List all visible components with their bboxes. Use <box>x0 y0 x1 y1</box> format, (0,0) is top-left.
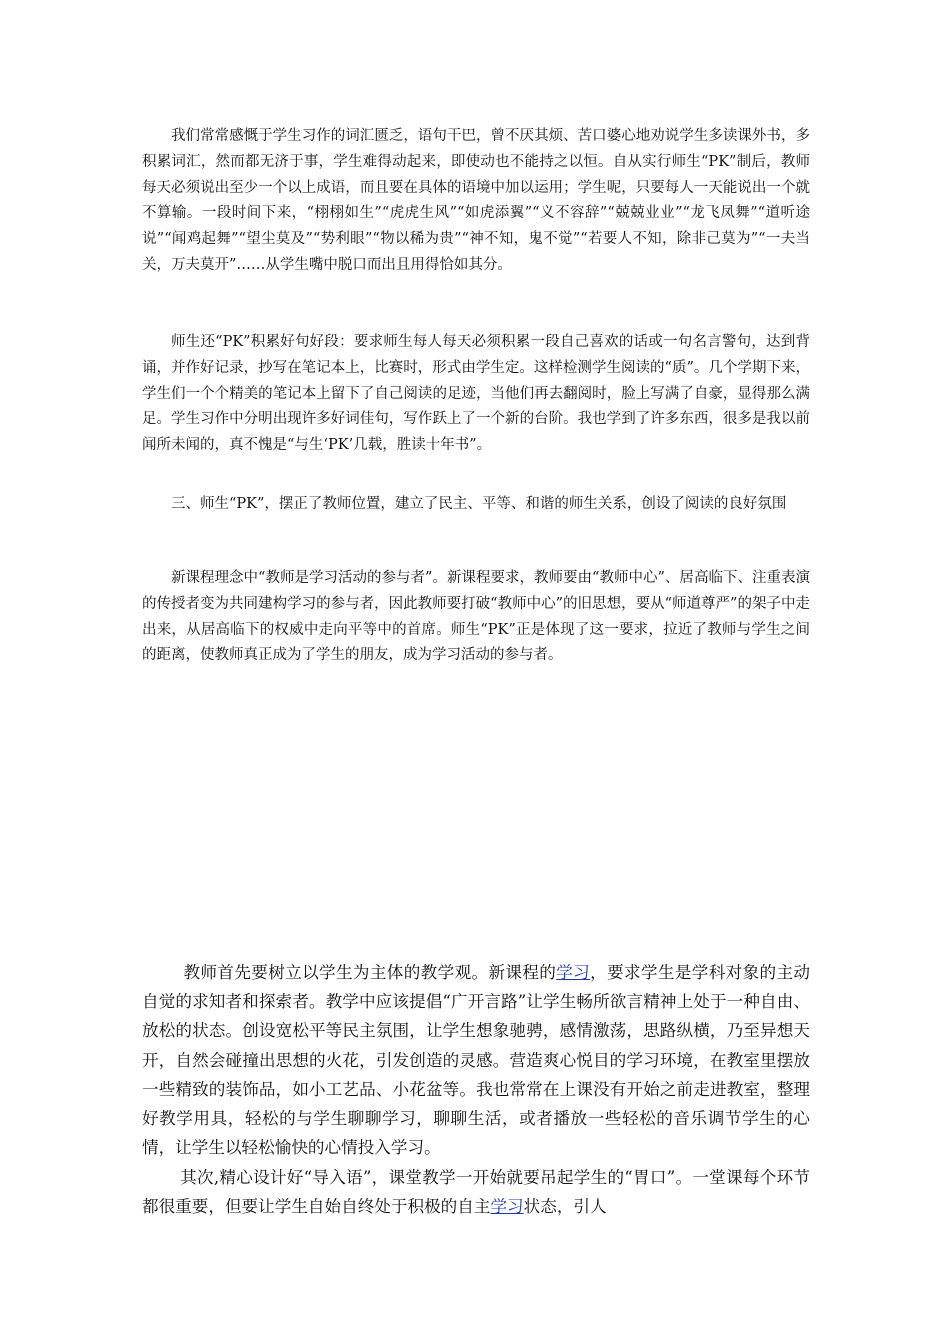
text-segment: ，要求学生是学科对象的主动自觉的求知者和探索者。教学中应该提倡“广开言路”让学生畅所欲言精神上处于一种自由、放松的状态。创设宽松平等民主氛围，让学生想象驰骋，感情激荡，思路纵横，乃至异想天开，自然会碰撞出思想的火花，引发创造的灵感。营造爽心悦目的学习环境，在教室里摆放一些精致的装饰品，如小工艺品、小花盆等。我也常常在上课没有开始之前走进教室，整理好教学用具，轻松的与学生聊聊学习，聊聊生活，或者播放一些轻松的音乐调节学生的心情，让学生以轻松愉快的心情投入学习。 <box>142 963 811 1158</box>
study-link[interactable]: 学习 <box>490 1197 524 1217</box>
paragraph-lead-in <box>142 1163 810 1221</box>
paragraph-idiom-pk: 我们常常感慨于学生习作的词汇匮乏，语句干巴，曾不厌其烦、苦口婆心地劝说学生多读课外书，多积累词汇，然而都无济于事，学生难得动起来，即使动也不能持之以恒。自从实行师生“PK”制后，教师每天必须说出至少一个以上成语，而且要在具体的语境中加以运用；学生呢，只要每人一天能说出一个就不算输。一段时间下来，“栩栩如生”“虎虎生风”“如虎添翼”“义不容辞”“兢兢业业”“龙飞凤舞”“道听途说”“闻鸡起舞”“望尘莫及”“势利眼”“物以稀为贵”“神不知，鬼不觉”“若要人不知，除非己莫为”“一夫当关，万夫莫开”……从学生嘴中脱口而出且用得恰如其分。 <box>142 128 810 273</box>
paragraph-student-centered <box>142 958 810 1162</box>
paragraph-new-curriculum: 新课程理念中“教师是学习活动的参与者”。新课程要求，教师要由“教师中心”、居高临下、注重表演的传授者变为共同建构学习的参与者，因此教师要打破“教师中心”的旧思想，要从“师道尊严”的架子中走出来，从居高临下的权威中走向平等中的首席。师生“PK”正是体现了这一要求，拉近了教师与学生之间的距离，使教师真正成为了学生的朋友，成为学习活动的参与者。 <box>142 570 810 664</box>
text-segment: 其次,精心设计好“导入语”，课堂教学一开始就要吊起学生的“胃口”。一堂课每个环节都很重要，但要让学生自始自终处于积极的自主 <box>142 1168 810 1217</box>
study-link[interactable]: 学习 <box>556 963 591 982</box>
paragraph-sentence-pk: 师生还“PK”积累好句好段：要求师生每人每天必须积累一段自己喜欢的话或一句名言警句，达到背诵，并作好记录，抄写在笔记本上，比赛时，形式由学生定。这样检测学生阅读的“质”。几个学期下来，学生们一个个精美的笔记本上留下了自己阅读的足迹，当他们再去翻阅时，脸上写满了自豪，显得那么满足。学生习作中分明出现许多好词佳句，写作跃上了一个新的台阶。我也学到了许多东西，很多是我以前闻所未闻的，真不愧是“与生‘PK’几载，胜读十年书”。 <box>142 334 810 454</box>
text-segment: 教师首先要树立以学生为主体的教学观。新课程的 <box>183 963 557 982</box>
section-heading-three: 三、师生“PK”，摆正了教师位置，建立了民主、平等、和谐的师生关系，创设了阅读的良好氛围 <box>171 496 787 512</box>
text-segment: 状态，引人 <box>523 1197 607 1217</box>
